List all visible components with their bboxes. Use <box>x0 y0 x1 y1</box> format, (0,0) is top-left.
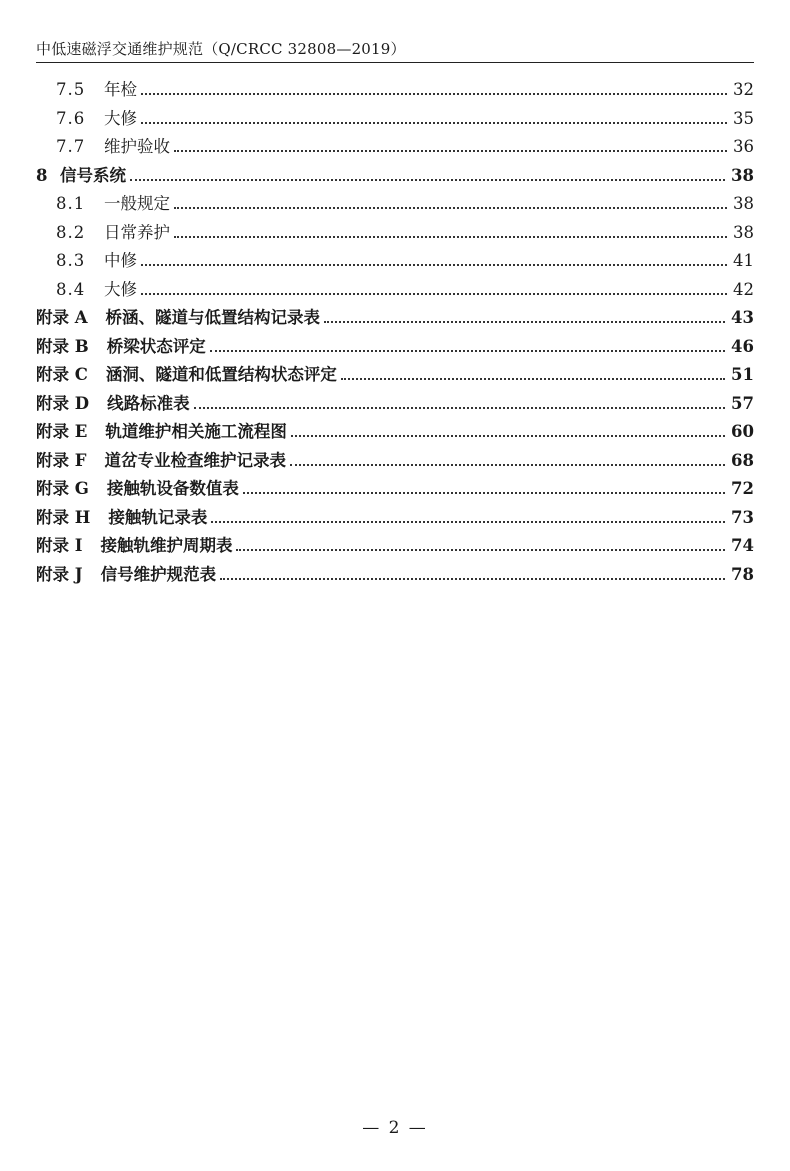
toc-entry-title: 一般规定 <box>104 194 170 213</box>
dot-leader <box>243 491 725 494</box>
toc-entry-number: 附录 H <box>36 507 91 527</box>
toc-entry[interactable] <box>36 190 754 219</box>
toc-entry-number: 附录 D <box>36 393 90 413</box>
toc-entry-number: 附录 J <box>36 564 83 584</box>
toc-entry-page: 68 <box>731 450 754 470</box>
toc-entry-number: 附录 E <box>36 422 88 441</box>
dot-leader <box>210 349 725 352</box>
toc-entry-title: 接触轨记录表 <box>108 507 208 527</box>
toc-entry-title: 信号系统 <box>60 165 126 185</box>
toc-entry[interactable] <box>36 162 754 191</box>
toc-entry[interactable] <box>36 304 754 333</box>
toc-entry-page: 41 <box>733 251 754 270</box>
toc-entry-number: 7.6 <box>56 108 86 128</box>
toc-entry-number: 8.4 <box>56 279 86 299</box>
toc-entry-title: 线路标准表 <box>107 393 190 413</box>
toc-entry[interactable] <box>36 390 754 419</box>
dot-leader <box>141 292 727 295</box>
dot-leader <box>141 121 727 124</box>
toc-entry[interactable] <box>36 532 754 561</box>
toc-entry-page: 78 <box>731 564 754 584</box>
toc-entry-title: 日常养护 <box>104 222 170 242</box>
toc-entry-page: 43 <box>731 308 754 327</box>
dot-leader <box>141 92 727 95</box>
toc-entry[interactable] <box>36 133 754 162</box>
toc-entry-title: 年检 <box>104 80 137 99</box>
dot-leader <box>211 520 725 523</box>
dot-leader <box>291 434 725 437</box>
toc-entry[interactable] <box>36 276 754 305</box>
toc-entry[interactable] <box>36 333 754 362</box>
toc-entry[interactable] <box>36 105 754 134</box>
dot-leader <box>341 377 725 380</box>
toc-entry[interactable] <box>36 447 754 476</box>
dot-leader <box>174 235 727 238</box>
dot-leader <box>174 149 727 152</box>
table-of-contents <box>36 76 754 589</box>
toc-entry[interactable] <box>36 76 754 105</box>
toc-entry-page: 38 <box>731 165 754 185</box>
toc-entry-number: 7.5 <box>56 80 86 99</box>
toc-entry-title: 大修 <box>104 279 137 299</box>
toc-entry-number: 8 <box>36 165 48 185</box>
dot-leader <box>236 548 725 551</box>
toc-entry-page: 32 <box>733 80 754 99</box>
toc-entry-title: 接触轨设备数值表 <box>106 479 239 498</box>
toc-entry-page: 36 <box>733 137 754 156</box>
toc-entry[interactable] <box>36 418 754 447</box>
toc-entry-number: 附录 B <box>36 336 89 356</box>
toc-entry-title: 接触轨维护周期表 <box>100 536 233 555</box>
toc-entry-number: 8.1 <box>56 194 86 213</box>
toc-entry-page: 72 <box>731 479 754 498</box>
toc-entry-number: 附录 C <box>36 365 88 384</box>
toc-entry-title: 轨道维护相关施工流程图 <box>105 422 287 441</box>
toc-entry[interactable] <box>36 561 754 590</box>
toc-entry[interactable] <box>36 504 754 533</box>
dot-leader <box>141 263 727 266</box>
toc-entry-page: 35 <box>733 108 754 128</box>
toc-entry-page: 42 <box>733 279 754 299</box>
toc-entry[interactable] <box>36 475 754 504</box>
toc-entry-title: 涵洞、隧道和低置结构状态评定 <box>105 365 337 384</box>
toc-entry-number: 附录 I <box>36 536 83 555</box>
toc-entry-page: 38 <box>733 222 754 242</box>
toc-entry-title: 桥梁状态评定 <box>106 336 206 356</box>
toc-entry-number: 8.2 <box>56 222 86 242</box>
toc-entry-page: 38 <box>733 194 754 213</box>
toc-entry-number: 7.7 <box>56 137 86 156</box>
dot-leader <box>290 463 725 466</box>
toc-entry-page: 60 <box>731 422 754 441</box>
toc-entry-number: 8.3 <box>56 251 86 270</box>
running-header <box>36 36 754 63</box>
toc-entry-title: 信号维护规范表 <box>100 564 217 584</box>
toc-entry-page: 46 <box>731 336 754 356</box>
toc-entry-number: 附录 A <box>36 308 88 327</box>
toc-entry-page: 74 <box>731 536 754 555</box>
toc-entry-number: 附录 F <box>36 450 87 470</box>
dot-leader <box>324 320 725 323</box>
toc-entry-page: 73 <box>731 507 754 527</box>
toc-entry[interactable] <box>36 247 754 276</box>
dot-leader <box>194 406 725 409</box>
header-title: 中低速磁浮交通维护规范（Q/CRCC 32808—2019） <box>36 40 406 58</box>
dot-leader <box>174 206 727 209</box>
toc-entry-title: 维护验收 <box>104 137 170 156</box>
toc-entry-page: 57 <box>731 393 754 413</box>
toc-entry-page: 51 <box>731 365 754 384</box>
toc-entry-title: 中修 <box>104 251 137 270</box>
page-number: — 2 — <box>362 1118 428 1138</box>
toc-entry-number: 附录 G <box>36 479 89 498</box>
toc-entry-title: 大修 <box>104 108 137 128</box>
dot-leader <box>220 577 725 580</box>
toc-entry-title: 道岔专业检查维护记录表 <box>104 450 286 470</box>
toc-entry[interactable] <box>36 219 754 248</box>
toc-entry[interactable] <box>36 361 754 390</box>
dot-leader <box>130 178 725 181</box>
toc-entry-title: 桥涵、隧道与低置结构记录表 <box>105 308 321 327</box>
